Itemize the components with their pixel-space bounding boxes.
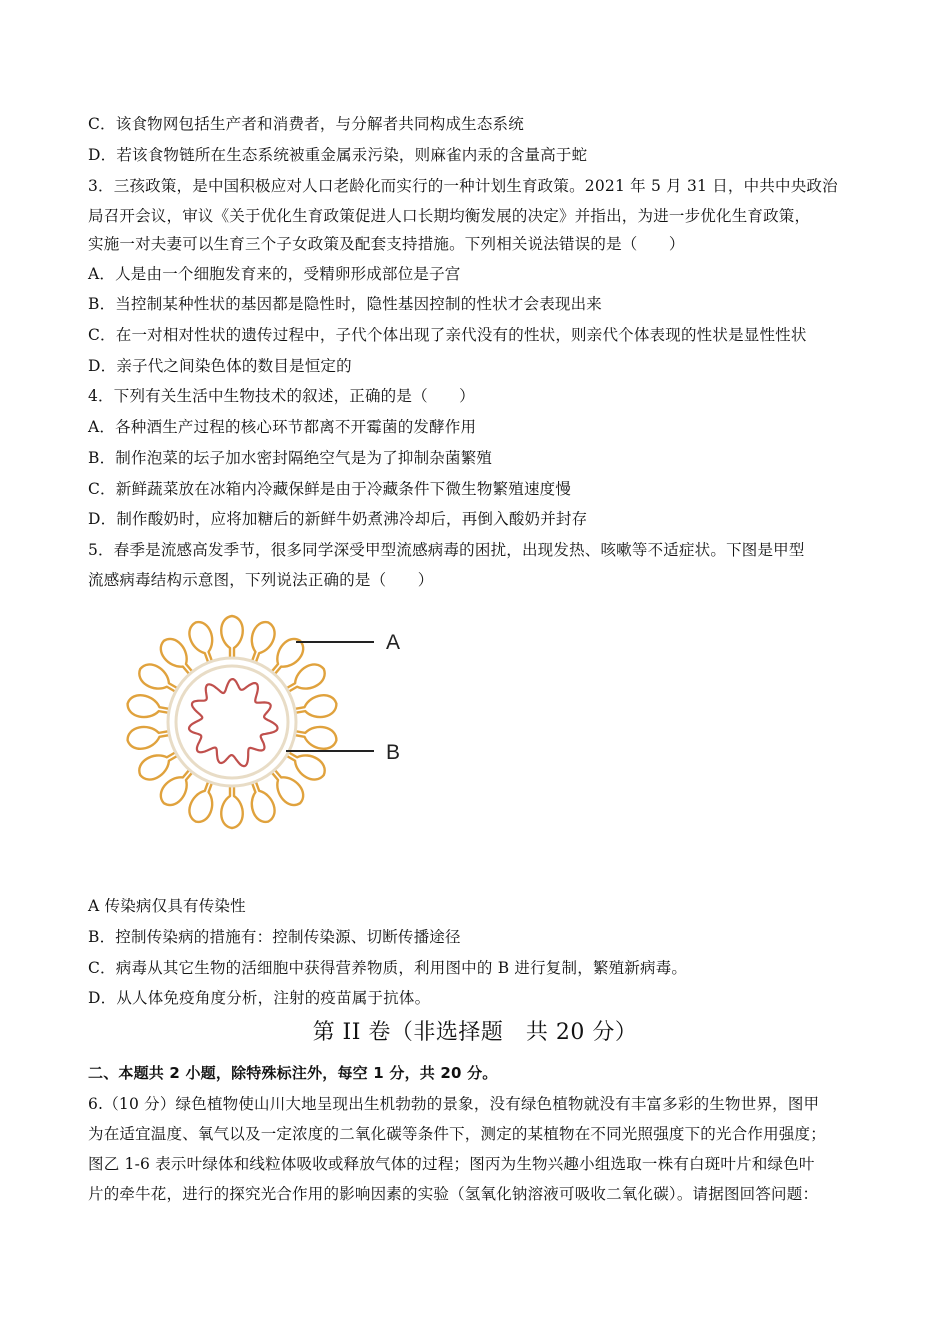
q5-option-a: A 传染病仅具有传染性: [88, 897, 246, 915]
q3-stem-line-3: 实施一对夫妻可以生育三个子女政策及配套支持措施。下列相关说法错误的是（ ）: [88, 235, 685, 253]
spike-protein: [293, 693, 338, 721]
influenza-virus-diagram: [120, 610, 420, 840]
q3-option-c: C．在一对相对性状的遗传过程中，子代个体出现了亲代没有的性状，则亲代个体表现的性状是显性性状: [88, 326, 807, 344]
q3-option-b: B．当控制某种性状的基因都是隐性时，隐性基因控制的性状才会表现出来: [88, 295, 602, 313]
genetic-material-b: [189, 679, 278, 766]
q5-option-c: C．病毒从其它生物的活细胞中获得营养物质，利用图中的 B 进行复制，繁殖新病毒。: [88, 959, 688, 977]
spike-protein: [221, 786, 243, 828]
section-2-instructions: 二、本题共 2 小题，除特殊标注外，每空 1 分，共 20 分。: [88, 1064, 498, 1082]
q3-stem-line-2: 局召开会议，审议《关于优化生育政策促进人口长期均衡发展的决定》并指出，为进一步优化生育政策，: [88, 207, 811, 225]
q5-stem-line-1: 5．春季是流感高发季节，很多同学深受甲型流感病毒的困扰，出现发热、咳嗽等不适症状。下图是甲型: [88, 541, 805, 559]
q6-line-1: 6.（10 分）绿色植物使山川大地呈现出生机勃勃的景象，没有绿色植物就没有丰富多彩的生物世界，图甲: [88, 1095, 820, 1113]
spike-protein: [244, 778, 279, 825]
q6-line-2: 为在适宜温度、氧气以及一定浓度的二氧化碳等条件下，测定的某植物在不同光照强度下的光合作用强度；: [88, 1125, 826, 1143]
q5-stem-line-2: 流感病毒结构示意图，下列说法正确的是（ ）: [88, 571, 434, 589]
q4-option-a: A．各种酒生产过程的核心环节都离不开霉菌的发酵作用: [88, 418, 477, 436]
virus-envelope-outer: [168, 658, 296, 786]
spike-protein: [293, 723, 338, 751]
section-2-title: 第 II 卷（非选择题 共 20 分）: [312, 1020, 638, 1045]
q2-option-d: D．若该食物链所在生态系统被重金属汞污染，则麻雀内汞的含量高于蛇: [88, 146, 588, 164]
q2-option-c: C．该食物网包括生产者和消费者，与分解者共同构成生态系统: [88, 115, 524, 133]
q3-stem-line-1: 3．三孩政策，是中国积极应对人口老龄化而实行的一种计划生育政策。2021 年 5 月 31 日，中共中央政治: [88, 177, 838, 195]
label-b: B: [386, 741, 401, 764]
q4-option-c: C．新鲜蔬菜放在冰箱内冷藏保鲜是由于冷藏条件下微生物繁殖速度慢: [88, 480, 572, 498]
q5-option-b: B．控制传染病的措施有：控制传染源、切断传播途径: [88, 928, 461, 946]
spike-protein: [126, 693, 171, 721]
q5-option-d: D．从人体免疫角度分析，注射的疫苗属于抗体。: [88, 989, 431, 1007]
q3-option-d: D．亲子代之间染色体的数目是恒定的: [88, 357, 352, 375]
spike-protein: [221, 616, 243, 658]
spike-protein: [186, 778, 221, 825]
q4-stem: 4．下列有关生活中生物技术的叙述，正确的是（ ）: [88, 387, 475, 405]
virus-spikes: [126, 616, 339, 828]
q6-line-4: 片的牵牛花，进行的探究光合作用的影响因素的实验（氢氧化钠溶液可吸收二氧化碳）。请据图回答问题：: [88, 1185, 819, 1203]
spike-protein: [126, 723, 171, 751]
spike-protein: [186, 619, 221, 666]
q6-line-3: 图乙 1-6 表示叶绿体和线粒体吸收或释放气体的过程；图丙为生物兴趣小组选取一株有白斑叶片和绿色叶: [88, 1155, 815, 1173]
label-a: A: [386, 631, 401, 654]
q4-option-d: D．制作酸奶时，应将加糖后的新鲜牛奶煮沸冷却后，再倒入酸奶并封存: [88, 510, 588, 528]
q4-option-b: B．制作泡菜的坛子加水密封隔绝空气是为了抑制杂菌繁殖: [88, 449, 493, 467]
q3-option-a: A．人是由一个细胞发育来的，受精卵形成部位是子宫: [88, 265, 461, 283]
spike-protein: [244, 619, 279, 666]
